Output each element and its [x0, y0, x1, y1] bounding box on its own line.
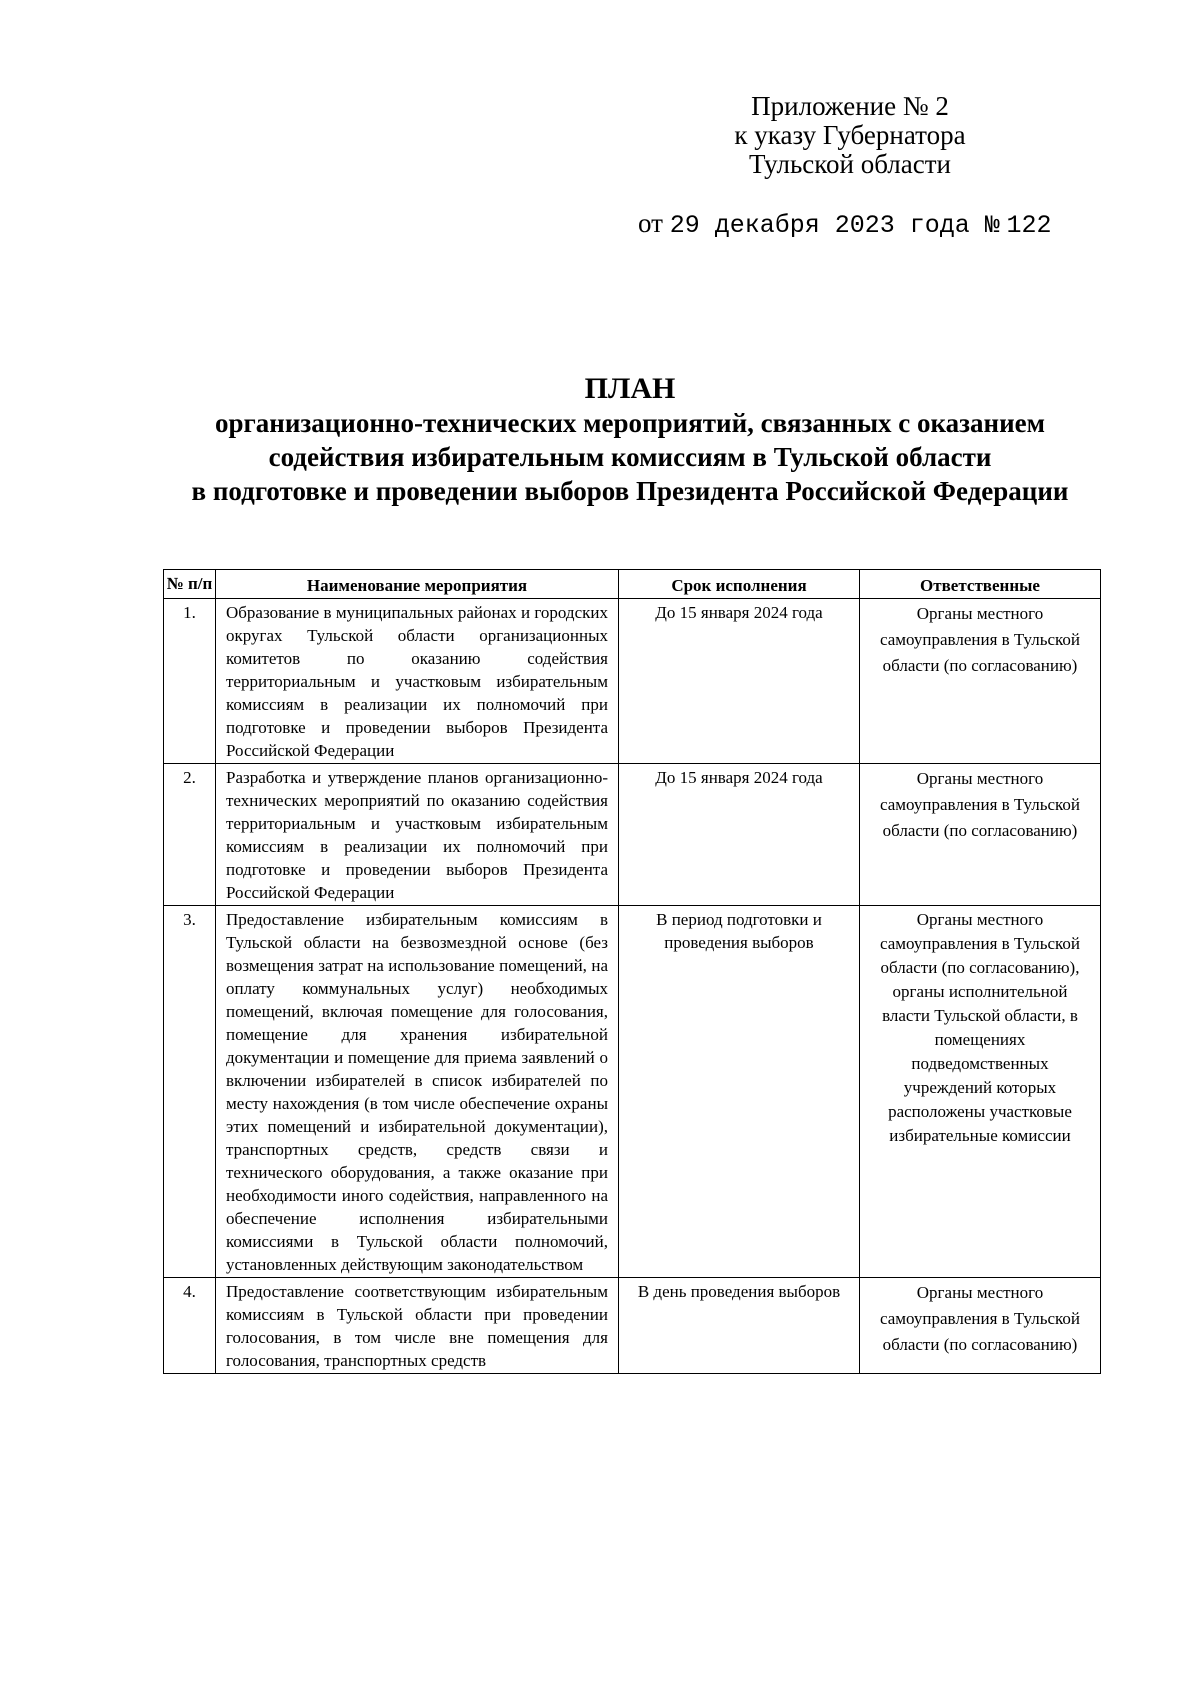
- header-resp: Ответственные: [860, 570, 1101, 599]
- decree-date: 29 декабря 2023 года №: [669, 211, 1000, 240]
- table-row: [164, 599, 1101, 764]
- row-term: В день проведения выборов: [619, 1278, 860, 1374]
- table-row: [164, 906, 1101, 1278]
- row-resp: Органы местного самоуправления в Тульской области (по согласованию): [860, 764, 1101, 906]
- document-title: [130, 372, 1130, 508]
- header-term: Срок исполнения: [619, 570, 860, 599]
- row-resp: Органы местного самоуправления в Тульской области (по согласованию), органы исполнительной власти Тульской области, в помещениях подведомственных учреждений которых расположены участковые избирательные комиссии: [860, 906, 1101, 1278]
- row-num: 2.: [164, 764, 216, 906]
- row-num: 1.: [164, 599, 216, 764]
- row-resp: Органы местного самоуправления в Тульской области (по согласованию): [860, 599, 1101, 764]
- row-name: Образование в муниципальных районах и городских округах Тульской области организационных комитетов по оказанию содействия территориальным и участковым избирательным комиссиям в реализации их полномочий при подготовке и проведении выборов Президента Российской Федерации: [216, 599, 619, 764]
- header-name: Наименование мероприятия: [216, 570, 619, 599]
- row-term: До 15 января 2024 года: [619, 599, 860, 764]
- header-num: № п/п: [164, 570, 216, 599]
- decree-prefix: от: [638, 208, 663, 238]
- appendix-line-2: к указу Губернатора: [734, 120, 966, 150]
- appendix-line-3: Тульской области: [749, 149, 951, 179]
- row-resp: Органы местного самоуправления в Тульской области (по согласованию): [860, 1278, 1101, 1374]
- row-num: 3.: [164, 906, 216, 1278]
- title-plan: ПЛАН: [584, 372, 676, 405]
- title-line-2: организационно-технических мероприятий, связанных с оказанием: [215, 408, 1045, 438]
- title-line-4: в подготовке и проведении выборов Президента Российской Федерации: [191, 476, 1069, 506]
- plan-table: [163, 569, 1101, 1374]
- table-row: [164, 764, 1101, 906]
- table-row: [164, 1278, 1101, 1374]
- appendix-header: [700, 92, 1000, 179]
- appendix-line-1: Приложение № 2: [751, 91, 949, 121]
- row-name: Предоставление избирательным комиссиям в Тульской области на безвозмездной основе (без возмещения затрат на использование помещений, на оплату коммунальных услуг) необходимых помещений, включая помещение для голосования, помещение для хранения избирательной документации и помещение для приема заявлений о включении избирателей в список избирателей по месту нахождения (в том числе обеспечение охраны этих помещений и избирательной документации), транспортных средств, средств связи и технического оборудования, а также оказание при необходимости иного содействия, направленного на обеспечение исполнения избирательными комиссиями в Тульской области полномочий, установленных действующим законодательством: [216, 906, 619, 1278]
- row-name: Разработка и утверждение планов организационно-технических мероприятий по оказанию содействия территориальным и участковым избирательным комиссиям в реализации их полномочий при подготовке и проведении выборов Президента Российской Федерации: [216, 764, 619, 906]
- row-num: 4.: [164, 1278, 216, 1374]
- row-name: Предоставление соответствующим избирательным комиссиям в Тульской области при проведении голосования, в том числе вне помещения для голосования, транспортных средств: [216, 1278, 619, 1374]
- row-term: В период подготовки и проведения выборов: [619, 906, 860, 1278]
- decree-line: [638, 208, 1052, 240]
- table-header-row: [164, 570, 1101, 599]
- title-line-3: содействия избирательным комиссиям в Тульской области: [268, 442, 992, 472]
- row-term: До 15 января 2024 года: [619, 764, 860, 906]
- decree-number: 122: [1006, 211, 1052, 240]
